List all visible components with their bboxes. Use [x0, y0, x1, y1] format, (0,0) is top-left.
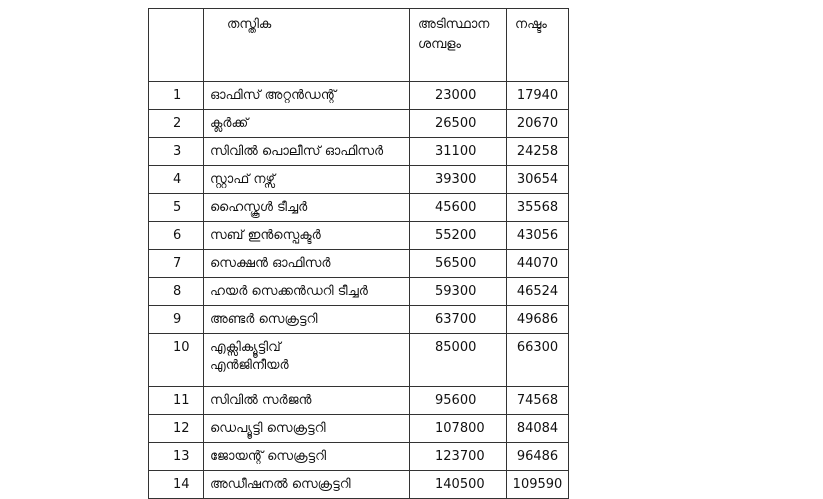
row-post: [204, 138, 410, 166]
header-number: [149, 9, 204, 82]
row-basic-salary: 95600: [410, 387, 507, 415]
table-row: [149, 387, 569, 415]
row-post-line2: എൻജിനീയർ: [210, 358, 289, 373]
row-post-line1: സിവിൽ സർജൻ: [210, 392, 312, 408]
row-basic-salary: 140500: [410, 471, 507, 499]
row-post: [204, 443, 410, 471]
row-post: [204, 334, 410, 387]
row-post-line1: അഡീഷനൽ സെക്രട്ടറി: [210, 476, 351, 492]
row-post: [204, 306, 410, 334]
table-row: [149, 334, 569, 387]
row-post: [204, 166, 410, 194]
header-post: തസ്തിക: [204, 9, 410, 82]
row-post-line1: സെക്ഷൻ ഓഫിസർ: [210, 255, 331, 271]
row-post: [204, 250, 410, 278]
row-post-line1: സബ് ഇൻസ്പെക്ടർ: [210, 227, 321, 243]
table-row: [149, 306, 569, 334]
row-loss: 30654: [507, 166, 569, 194]
row-post: [204, 110, 410, 138]
row-loss: 20670: [507, 110, 569, 138]
row-number: 10: [149, 334, 204, 387]
row-post: [204, 194, 410, 222]
row-number: 13: [149, 443, 204, 471]
row-basic-salary: 45600: [410, 194, 507, 222]
row-basic-salary: 23000: [410, 82, 507, 110]
row-post: [204, 387, 410, 415]
row-post-line1: ജോയന്റ് സെക്രട്ടറി: [210, 448, 327, 464]
row-post-line1: ഹൈസ്കൂൾ ടീച്ചർ: [210, 199, 308, 215]
row-basic-salary: 107800: [410, 415, 507, 443]
row-basic-salary: 56500: [410, 250, 507, 278]
row-loss: 96486: [507, 443, 569, 471]
table-row: [149, 222, 569, 250]
row-post: [204, 82, 410, 110]
table-row: [149, 166, 569, 194]
row-loss: 84084: [507, 415, 569, 443]
table-row: [149, 138, 569, 166]
row-basic-salary: 59300: [410, 278, 507, 306]
row-loss: 44070: [507, 250, 569, 278]
table-row: [149, 415, 569, 443]
row-post-line1: സ്റ്റാഫ് നഴ്സ്: [210, 171, 275, 187]
table-row: [149, 110, 569, 138]
table-header-row: [149, 9, 569, 82]
row-number: 3: [149, 138, 204, 166]
table-row: [149, 443, 569, 471]
row-number: 8: [149, 278, 204, 306]
row-basic-salary: 55200: [410, 222, 507, 250]
row-loss: 17940: [507, 82, 569, 110]
row-post: [204, 415, 410, 443]
row-number: 7: [149, 250, 204, 278]
table-row: [149, 194, 569, 222]
row-post: [204, 278, 410, 306]
row-loss: 74568: [507, 387, 569, 415]
header-basic-salary-line2: ശമ്പളം: [418, 37, 462, 52]
row-basic-salary: 26500: [410, 110, 507, 138]
row-basic-salary: 39300: [410, 166, 507, 194]
row-post: [204, 222, 410, 250]
row-number: 5: [149, 194, 204, 222]
header-basic-salary-line1: അടിസ്ഥാന: [418, 17, 490, 32]
row-loss: 49686: [507, 306, 569, 334]
table-row: [149, 82, 569, 110]
table-row: [149, 278, 569, 306]
row-number: 4: [149, 166, 204, 194]
row-post: [204, 471, 410, 499]
row-post-line1: ഡെപ്യൂട്ടി സെക്രട്ടറി: [210, 420, 326, 436]
row-number: 12: [149, 415, 204, 443]
row-basic-salary: 85000: [410, 334, 507, 387]
row-number: 11: [149, 387, 204, 415]
row-number: 6: [149, 222, 204, 250]
row-loss: 35568: [507, 194, 569, 222]
row-post-line1: എക്സിക്യൂട്ടിവ്: [210, 340, 281, 355]
row-loss: 46524: [507, 278, 569, 306]
salary-loss-table: [148, 8, 569, 499]
row-post-line1: ക്ലർക്ക്: [210, 115, 249, 131]
row-post-line1: സിവിൽ പൊലീസ് ഓഫിസർ: [210, 143, 384, 159]
row-number: 9: [149, 306, 204, 334]
table-row: [149, 250, 569, 278]
table-body: [149, 82, 569, 499]
row-basic-salary: 31100: [410, 138, 507, 166]
row-number: 1: [149, 82, 204, 110]
row-number: 2: [149, 110, 204, 138]
header-loss: നഷ്ടം: [507, 9, 569, 82]
row-post-line1: അണ്ടർ സെക്രട്ടറി: [210, 311, 318, 327]
row-loss: 109590: [507, 471, 569, 499]
row-number: 14: [149, 471, 204, 499]
row-loss: 66300: [507, 334, 569, 387]
row-basic-salary: 63700: [410, 306, 507, 334]
table-row: [149, 471, 569, 499]
row-post-line1: ഹയർ സെക്കൻഡറി ടീച്ചർ: [210, 283, 368, 299]
row-post-line1: ഓഫിസ് അറ്റൻഡന്റ്: [210, 87, 336, 103]
row-loss: 24258: [507, 138, 569, 166]
row-basic-salary: 123700: [410, 443, 507, 471]
row-loss: 43056: [507, 222, 569, 250]
header-basic-salary: [410, 9, 507, 82]
